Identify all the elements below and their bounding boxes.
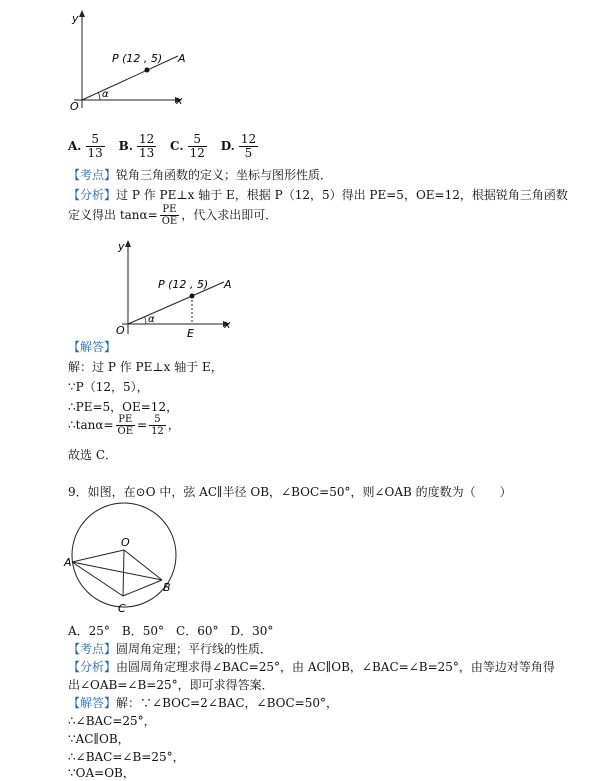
q9-solution-line-3: ∵AC∥OB， — [68, 732, 130, 746]
q8-solution-line-4: ∴tanα= $\frac{PE}{OE}$ = $\frac{5}{12}$ ， — [68, 414, 180, 437]
y-axis-arrow — [125, 240, 131, 247]
y-label: y — [118, 240, 125, 253]
q9-solution-line-4: ∴∠BAC=∠B=25°， — [68, 750, 185, 764]
point-p-label: P (12 , 5) — [112, 52, 163, 65]
q9-jieda: 【解答】解：∵∠BOC=2∠BAC，∠BOC=50°， — [68, 696, 338, 710]
q8-kaodian: 【考点】锐角三角函数的定义；坐标与图形性质． — [68, 168, 333, 182]
alpha-label: α — [148, 314, 155, 325]
q8-option-d[interactable]: D. $\frac{12}{5}$ — [220, 132, 257, 160]
q8-option-a[interactable]: A. $\frac{5}{13}$ — [68, 132, 103, 160]
q9-fenxi-line2: 出∠OAB=∠B=25°，即可求得答案． — [68, 678, 274, 692]
q8-solution-line-3: ∴PE=5，OE=12， — [68, 400, 179, 414]
q8-options — [68, 133, 260, 160]
y-axis-arrow — [79, 10, 85, 17]
q8-fenxi: 【分析】过 P 作 PE⊥x 轴于 E，根据 P（12，5）得出 PE=5，OE=12，根据锐角三角函数 — [68, 188, 568, 202]
q8-option-b[interactable]: B. $\frac{12}{13}$ — [118, 132, 155, 160]
q8-solution-line-5: 故选 C． — [68, 448, 117, 462]
point-c-label: C — [118, 602, 126, 615]
angle-arc — [145, 317, 147, 325]
alpha-label: α — [102, 89, 109, 100]
q8-jieda-tag: 【解答】 — [68, 340, 117, 354]
q9-options[interactable]: A．25° B．50° C．60° D．30° — [68, 624, 274, 638]
q8-solution-line-1: 解：过 P 作 PE⊥x 轴于 E， — [68, 360, 223, 374]
segment-ao — [72, 550, 124, 562]
point-o-label: O — [121, 536, 130, 549]
point-b-label: B — [163, 581, 171, 594]
q9-fenxi: 【分析】由圆周角定理求得∠BAC=25°，由 AC∥OB，∠BAC=∠B=25°，由等边对等角得 — [68, 660, 555, 674]
x-label: x — [176, 94, 183, 107]
q9-question: 9．如图，在⊙O 中，弦 AC∥半径 OB，∠BOC=50°，则∠OAB 的度数为（ ） — [68, 485, 512, 499]
x-label: x — [224, 318, 231, 331]
origin-label: O — [116, 324, 125, 337]
point-a-label: A — [64, 556, 72, 569]
point-e-label: E — [187, 327, 194, 340]
q9-solution-line-2: ∴∠BAC=25°， — [68, 714, 156, 728]
fenxi-tag: 【分析】 — [68, 660, 117, 674]
q9-kaodian: 【考点】圆周角定理；平行线的性质． — [68, 642, 273, 656]
coordinate-figure-2 — [112, 236, 242, 340]
q8-solution-line-2: ∵P（12，5）， — [68, 380, 149, 394]
q8-option-c[interactable]: C. $\frac{5}{12}$ — [170, 132, 205, 160]
point-a-label: A — [178, 52, 186, 65]
jieda-tag: 【解答】 — [68, 696, 117, 710]
kaodian-tag: 【考点】 — [68, 642, 117, 656]
point-p — [145, 68, 150, 73]
y-label: y — [72, 12, 79, 25]
point-p-label: P (12 , 5) — [158, 278, 209, 291]
origin-label: O — [70, 100, 79, 113]
segment-ob — [124, 550, 162, 580]
segment-oc — [123, 550, 124, 596]
circle-figure — [62, 500, 184, 618]
angle-arc — [99, 93, 101, 101]
segment-cb — [123, 580, 162, 596]
fenxi-tag: 【分析】 — [68, 188, 117, 202]
q9-solution-line-5: ∵OA=OB， — [68, 766, 135, 780]
kaodian-tag: 【考点】 — [68, 168, 117, 182]
coordinate-figure-1 — [60, 8, 200, 116]
point-a-label: A — [224, 278, 232, 291]
q8-fenxi-line2: 定义得出 tanα= $\frac{PE}{OE}$ ，代入求出即可． — [68, 204, 278, 227]
